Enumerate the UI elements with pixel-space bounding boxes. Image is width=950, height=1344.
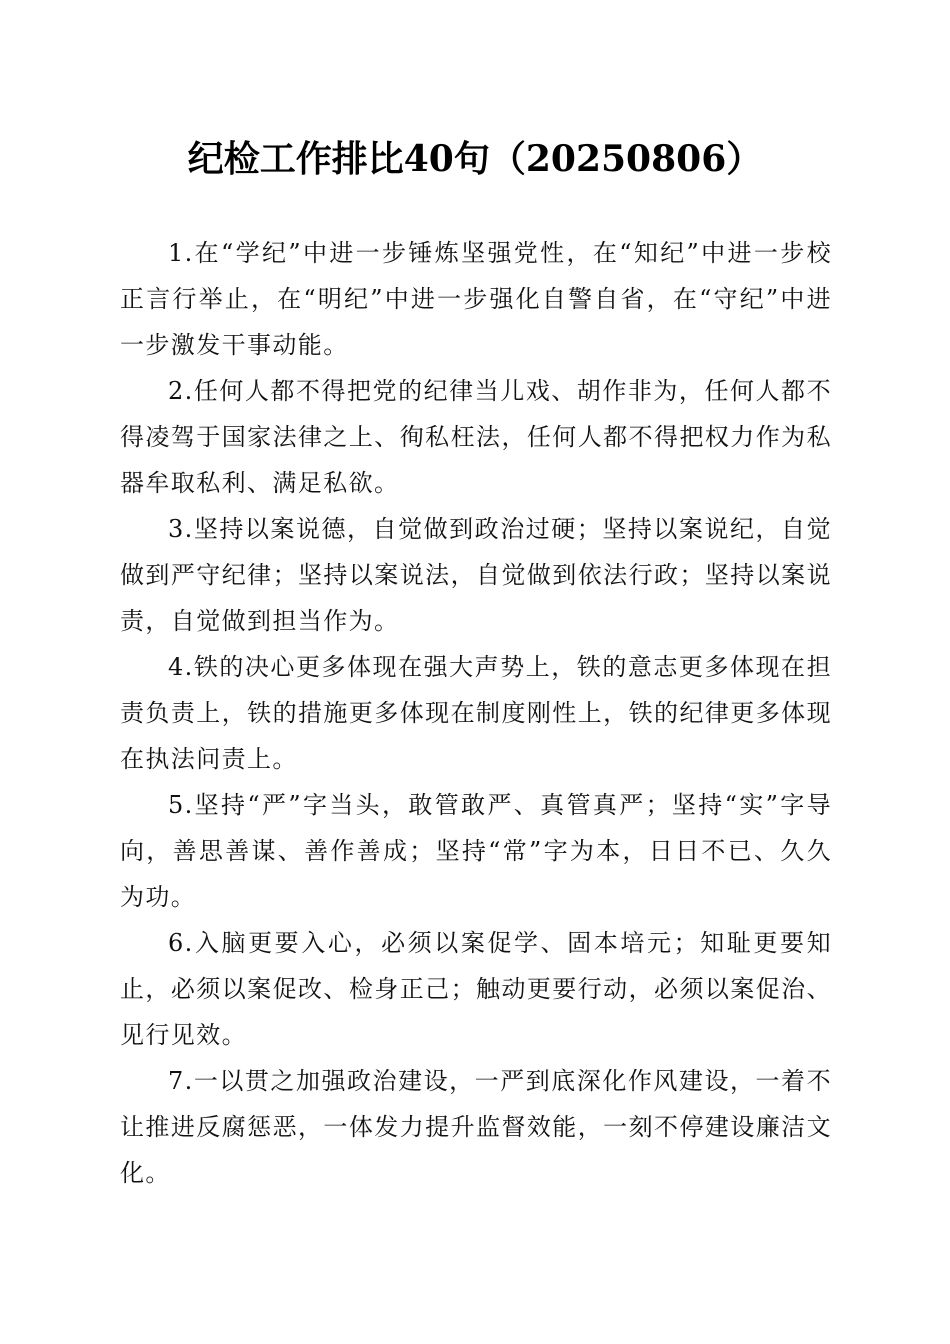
paragraph-6: 6.入脑更要入心，必须以案促学、固本培元；知耻更要知止，必须以案促改、检身正己；触动更要行动，必须以案促治、见行见效。 xyxy=(120,929,832,1049)
paragraph-1: 1.在“学纪”中进一步锤炼坚强党性，在“知纪”中进一步校正言行举止，在“明纪”中进一步强化自警自省，在“守纪”中进一步激发干事动能。 xyxy=(120,239,832,359)
paragraph-7: 7.一以贯之加强政治建设，一严到底深化作风建设，一着不让推进反腐惩恶，一体发力提升监督效能，一刻不停建设廉洁文化。 xyxy=(120,1067,832,1187)
paragraph-2: 2.任何人都不得把党的纪律当儿戏、胡作非为，任何人都不得凌驾于国家法律之上、徇私枉法，任何人都不得把权力作为私器牟取私利、满足私欲。 xyxy=(120,377,832,497)
paragraph-5: 5.坚持“严”字当头，敢管敢严、真管真严；坚持“实”字导向，善思善谋、善作善成；坚持“常”字为本，日日不已、久久为功。 xyxy=(120,791,832,911)
paragraph-4: 4.铁的决心更多体现在强大声势上，铁的意志更多体现在担责负责上，铁的措施更多体现在制度刚性上，铁的纪律更多体现在执法问责上。 xyxy=(120,653,832,773)
document-body xyxy=(120,230,832,1196)
paragraph-3: 3.坚持以案说德，自觉做到政治过硬；坚持以案说纪，自觉做到严守纪律；坚持以案说法，自觉做到依法行政；坚持以案说责，自觉做到担当作为。 xyxy=(120,515,832,635)
document-title: 纪检工作排比40句（20250806） xyxy=(187,138,763,180)
